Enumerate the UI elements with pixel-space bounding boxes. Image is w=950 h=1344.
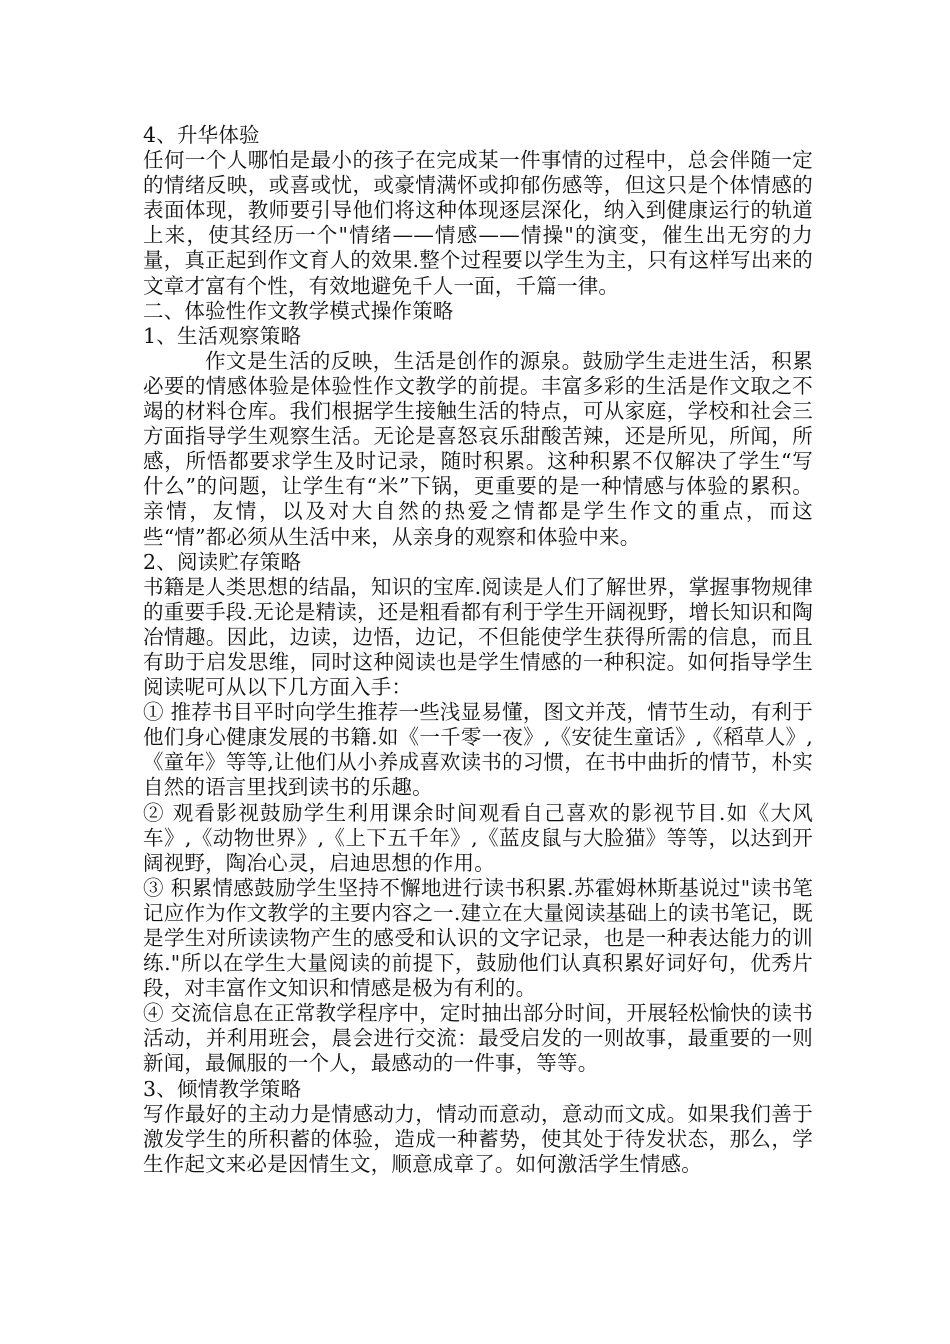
- paragraph-life-observation: 作文是生活的反映，生活是创作的源泉。鼓励学生走进生活，积累必要的情感体验是体验性作文教学的前提。丰富多彩的生活是作文取之不竭的材料仓库。我们根据学生接触生活的特点，可从家庭，学校和社会三方面指导学生观察生活。无论是喜怒哀乐甜酸苦辣，还是所见，所闻，所感，所悟都要求学生及时记录，随时积累。这种积累不仅解决了学生“写什么”的问题，让学生有“米”下锅，更重要的是一种情感与体验的累积。亲情，友情，以及对大自然的热爱之情都是学生作文的重点，而这些“情”都必须从生活中来，从亲身的观察和体验中来。: [143, 348, 813, 549]
- list-item-accumulate-emotion: ③ 积累情感鼓励学生坚持不懈地进行读书积累.苏霍姆林斯基说过"读书笔记应作为作文教学的主要内容之一.建立在大量阅读基础上的读书笔记，既是学生对所读读物产生的感受和认识的文字记录，也是一种表达能力的训练."所以在学生大量阅读的前提下，鼓励他们认真积累好词好句，优秀片段，对丰富作文知识和情感是极为有利的。: [143, 875, 813, 1001]
- paragraph-emotional-teaching: 写作最好的主动力是情感动力，情动而意动，意动而文成。如果我们善于激发学生的所积蓄的体验，造成一种蓄势，使其处于待发状态，那么，学生作起文来必是因情生文，顺意成章了。如何激活学生情感。: [143, 1101, 813, 1176]
- heading-reading-storage: 2、阅读贮存策略: [143, 549, 302, 574]
- heading-sublimate-experience: 4、升华体验: [143, 123, 260, 147]
- section-heading-strategies: 二、体验性作文教学模式操作策略: [143, 298, 454, 323]
- heading-emotional-teaching: 3、倾情教学策略: [143, 1076, 302, 1101]
- heading-life-observation: 1、生活观察策略: [143, 323, 302, 348]
- document-body: [143, 123, 813, 1177]
- list-item-exchange-info: ④ 交流信息在正常教学程序中，定时抽出部分时间，开展轻松愉快的读书活动，并利用班会，晨会进行交流：最受启发的一则故事，最重要的一则新闻，最佩服的一个人，最感动的一件事，等等。: [143, 1001, 813, 1076]
- list-item-recommend-books: ① 推荐书目平时向学生推荐一些浅显易懂，图文并茂，情节生动，有利于他们身心健康发展的书籍.如《一千零一夜》,《安徒生童话》,《稻草人》,《童年》等等,让他们从小养成喜欢读书的习惯，在书中曲折的情节，朴实自然的语言里找到读书的乐趣。: [143, 700, 813, 800]
- paragraph-emotion-development: 任何一个人哪怕是最小的孩子在完成某一件事情的过程中，总会伴随一定的情绪反映，或喜或忧，或豪情满怀或抑郁伤感等，但这只是个体情感的表面体现，教师要引导他们将这种体现逐层深化，纳入到健康运行的轨道上来，使其经历一个"情绪——情感——情操"的演变，催生出无穷的力量，真正起到作文育人的效果.整个过程要以学生为主，只有这样写出来的文章才富有个性，有效地避免千人一面，千篇一律。: [143, 148, 813, 298]
- list-item-watch-films: ② 观看影视鼓励学生利用课余时间观看自己喜欢的影视节目.如《大风车》,《动物世界》,《上下五千年》,《蓝皮鼠与大脸猫》等等，以达到开阔视野，陶冶心灵，启迪思想的作用。: [143, 800, 813, 875]
- paragraph-reading-storage: 书籍是人类思想的结晶，知识的宝库.阅读是人们了解世界，掌握事物规律的重要手段.无论是精读，还是粗看都有利于学生开阔视野，增长知识和陶冶情趣。因此，边读，边悟，边记，不但能使学生获得所需的信息，而且有助于启发思维，同时这种阅读也是学生情感的一种积淀。如何指导学生阅读呢可从以下几方面入手：: [143, 574, 813, 700]
